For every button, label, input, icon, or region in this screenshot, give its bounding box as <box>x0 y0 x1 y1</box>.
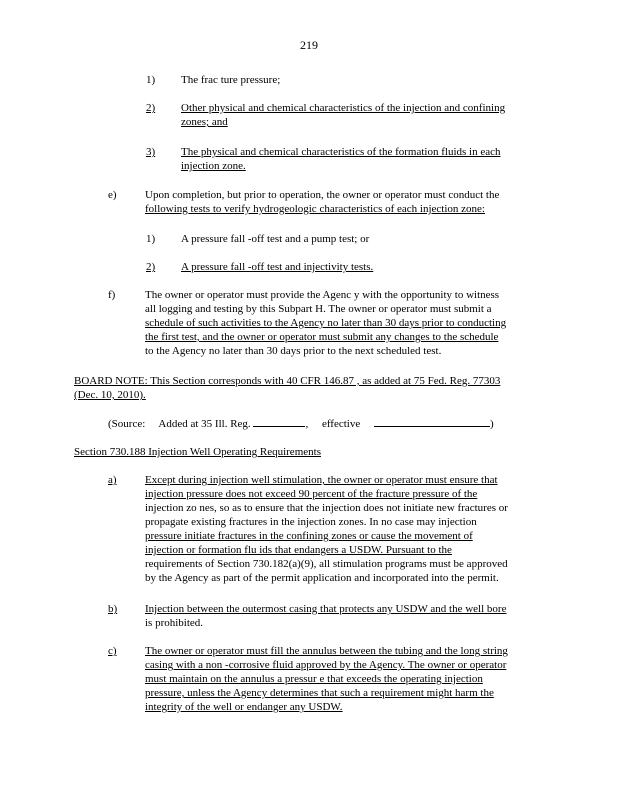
source-note <box>108 416 528 431</box>
text-line: injection pressure does not exceed 90 percent of the fracture pressure of the <box>145 488 478 500</box>
text-line: by the Agency as part of the permit application and incorporated into the permit. <box>145 572 499 584</box>
list-item-injectivity-tests <box>181 260 481 274</box>
item-label: c) <box>108 645 117 657</box>
item-label: 2) <box>146 102 156 114</box>
paragraph-b <box>145 602 539 630</box>
list-item-text: A pressure fall -off test and injectivity tests. <box>181 261 374 273</box>
list-item-text: A pressure fall -off test and a pump test; or <box>181 233 370 245</box>
item-label: 1) <box>146 74 156 86</box>
list-item-characteristics <box>181 101 533 129</box>
paragraph-a <box>145 473 539 585</box>
text-line: The owner or operator must fill the annulus between the tubing and the long string <box>145 645 508 657</box>
text-line: The owner or operator must provide the Agenc y with the opportunity to witness <box>145 289 500 301</box>
section-heading: Section 730.188 Injection Well Operating Requirements <box>74 446 321 458</box>
text-line: propagate existing fractures in the injection zones. In no case may injection <box>145 516 477 528</box>
text-line: The physical and chemical characteristics of the formation fluids in each <box>181 146 501 158</box>
text-line: Other physical and chemical characteristics of the injection and confining <box>181 102 506 114</box>
text-line: requirements of Section 730.182(a)(9), all stimulation programs must be approved <box>145 558 508 570</box>
text-line: injection zone. <box>181 160 246 172</box>
text-line: is prohibited. <box>145 617 204 629</box>
paragraph-c <box>145 644 541 714</box>
source-prefix: (Source: <box>108 418 146 430</box>
text-line: the first test, and the owner or operator must submit any changes to the schedule <box>145 331 499 343</box>
text-line: pressure initiate fractures in the confining zones or cause the movement of <box>145 530 473 542</box>
item-label: 2) <box>146 261 156 273</box>
item-label: 1) <box>146 233 156 245</box>
text-line: Upon completion, but prior to operation, the owner or operator must conduct the <box>145 189 500 201</box>
text-line: to the Agency no later than 30 days prior to the next scheduled test. <box>145 345 442 357</box>
item-label: f) <box>108 289 116 301</box>
source-comma: , <box>305 418 309 430</box>
text-line: integrity of the well or endanger any USDW. <box>145 701 343 713</box>
source-added-text: Added at 35 Ill. Reg. <box>158 418 251 430</box>
paragraph-f <box>145 288 537 358</box>
text-line: zones; and <box>181 116 228 128</box>
text-line: following tests to verify hydrogeologic characteristics of each injection zone: <box>145 203 485 215</box>
text-line: all logging and testing by this Subpart H. The owner or operator must submit a <box>145 303 492 315</box>
text-line: Injection between the outermost casing that protects any USDW and the well bore <box>145 603 507 615</box>
list-item-text: The frac ture pressure; <box>181 74 281 86</box>
blank-reg-line <box>253 416 305 427</box>
text-line: injection zo nes, so as to ensure that the injection does not initiate new fractures or <box>145 502 508 514</box>
text-line: BOARD NOTE: This Section corresponds with 40 CFR 146.87 , as added at 75 Fed. Reg. 77303 <box>74 375 501 387</box>
text-line: (Dec. 10, 2010). <box>74 389 146 401</box>
text-line: Except during injection well stimulation, the owner or operator must ensure that <box>145 474 498 486</box>
text-line: schedule of such activities to the Agency no later than 30 days prior to conducting <box>145 317 507 329</box>
paragraph-e <box>145 188 535 216</box>
text-line: pressure, unless the Agency determines that such a requirement might harm the <box>145 687 494 699</box>
blank-effective-line <box>374 416 490 427</box>
item-label: 3) <box>146 146 156 158</box>
text-line: injection or formation flu ids that endangers a USDW. Pursuant to the <box>145 544 452 556</box>
source-close: ) <box>489 418 494 430</box>
text-line: must maintain on the annulus a pressur e that exceeds the operating injection <box>145 673 483 685</box>
list-item-pump-test <box>181 232 481 246</box>
source-effective-text: effective <box>321 418 361 430</box>
item-label: e) <box>108 189 117 201</box>
board-note <box>74 374 536 402</box>
list-item-fracture-pressure <box>181 73 531 87</box>
text-line: casing with a non -corrosive fluid approved by the Agency. The owner or operator <box>145 659 507 671</box>
page-number: 219 <box>300 38 318 52</box>
item-label: a) <box>108 474 117 486</box>
list-item-formation-fluids <box>181 145 533 173</box>
item-label: b) <box>108 603 118 615</box>
